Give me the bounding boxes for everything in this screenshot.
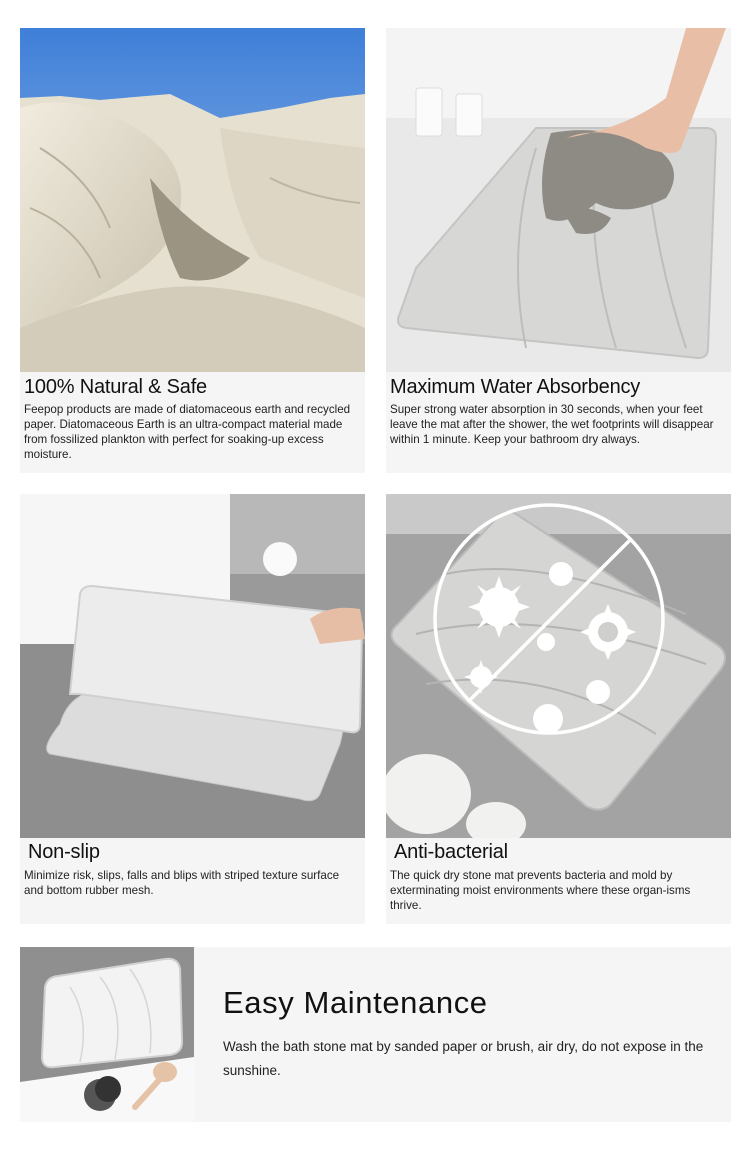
feature-description: The quick dry stone mat prevents bacteria and mold by exterminating moist environments where these organ-isms thrive. (390, 869, 691, 912)
feature-title: 100% Natural & Safe (24, 376, 207, 398)
feature-card-natural (20, 28, 365, 473)
feature-description: Minimize risk, slips, falls and blips with striped texture surface and bottom rubber mesh. (24, 869, 340, 897)
feature-title: Maximum Water Absorbency (390, 376, 641, 398)
feature-description: Feepop products are made of diatomaceous earth and recycled paper. Diatomaceous Earth is an ultra-compact material made from fossilized plankton with perfect for soaking-up excess moisture. (24, 403, 351, 461)
feature-title: Non-slip (28, 841, 100, 863)
feature-card-non-slip (20, 494, 365, 924)
foot-on-stone-mat-photo (386, 28, 731, 372)
feature-card-anti-bacterial (386, 494, 731, 924)
maintenance-banner (20, 947, 731, 1122)
mat-with-brush-photo (20, 947, 194, 1122)
no-bacteria-mat-photo (386, 494, 731, 838)
white-rock-canyon-photo (20, 28, 365, 372)
feature-card-absorbency (386, 28, 731, 473)
feature-description: Super strong water absorption in 30 seconds, when your feet leave the mat after the shower, the wet footprints will disappear within 1 minute. Keep your bathroom dry always. (390, 403, 714, 446)
maintenance-title: Easy Maintenance (223, 985, 488, 1020)
mat-rubber-backing-photo (20, 494, 365, 838)
feature-title: Anti-bacterial (394, 841, 508, 863)
maintenance-description: Wash the bath stone mat by sanded paper or brush, air dry, do not expose in the sunshine. (223, 1039, 704, 1078)
